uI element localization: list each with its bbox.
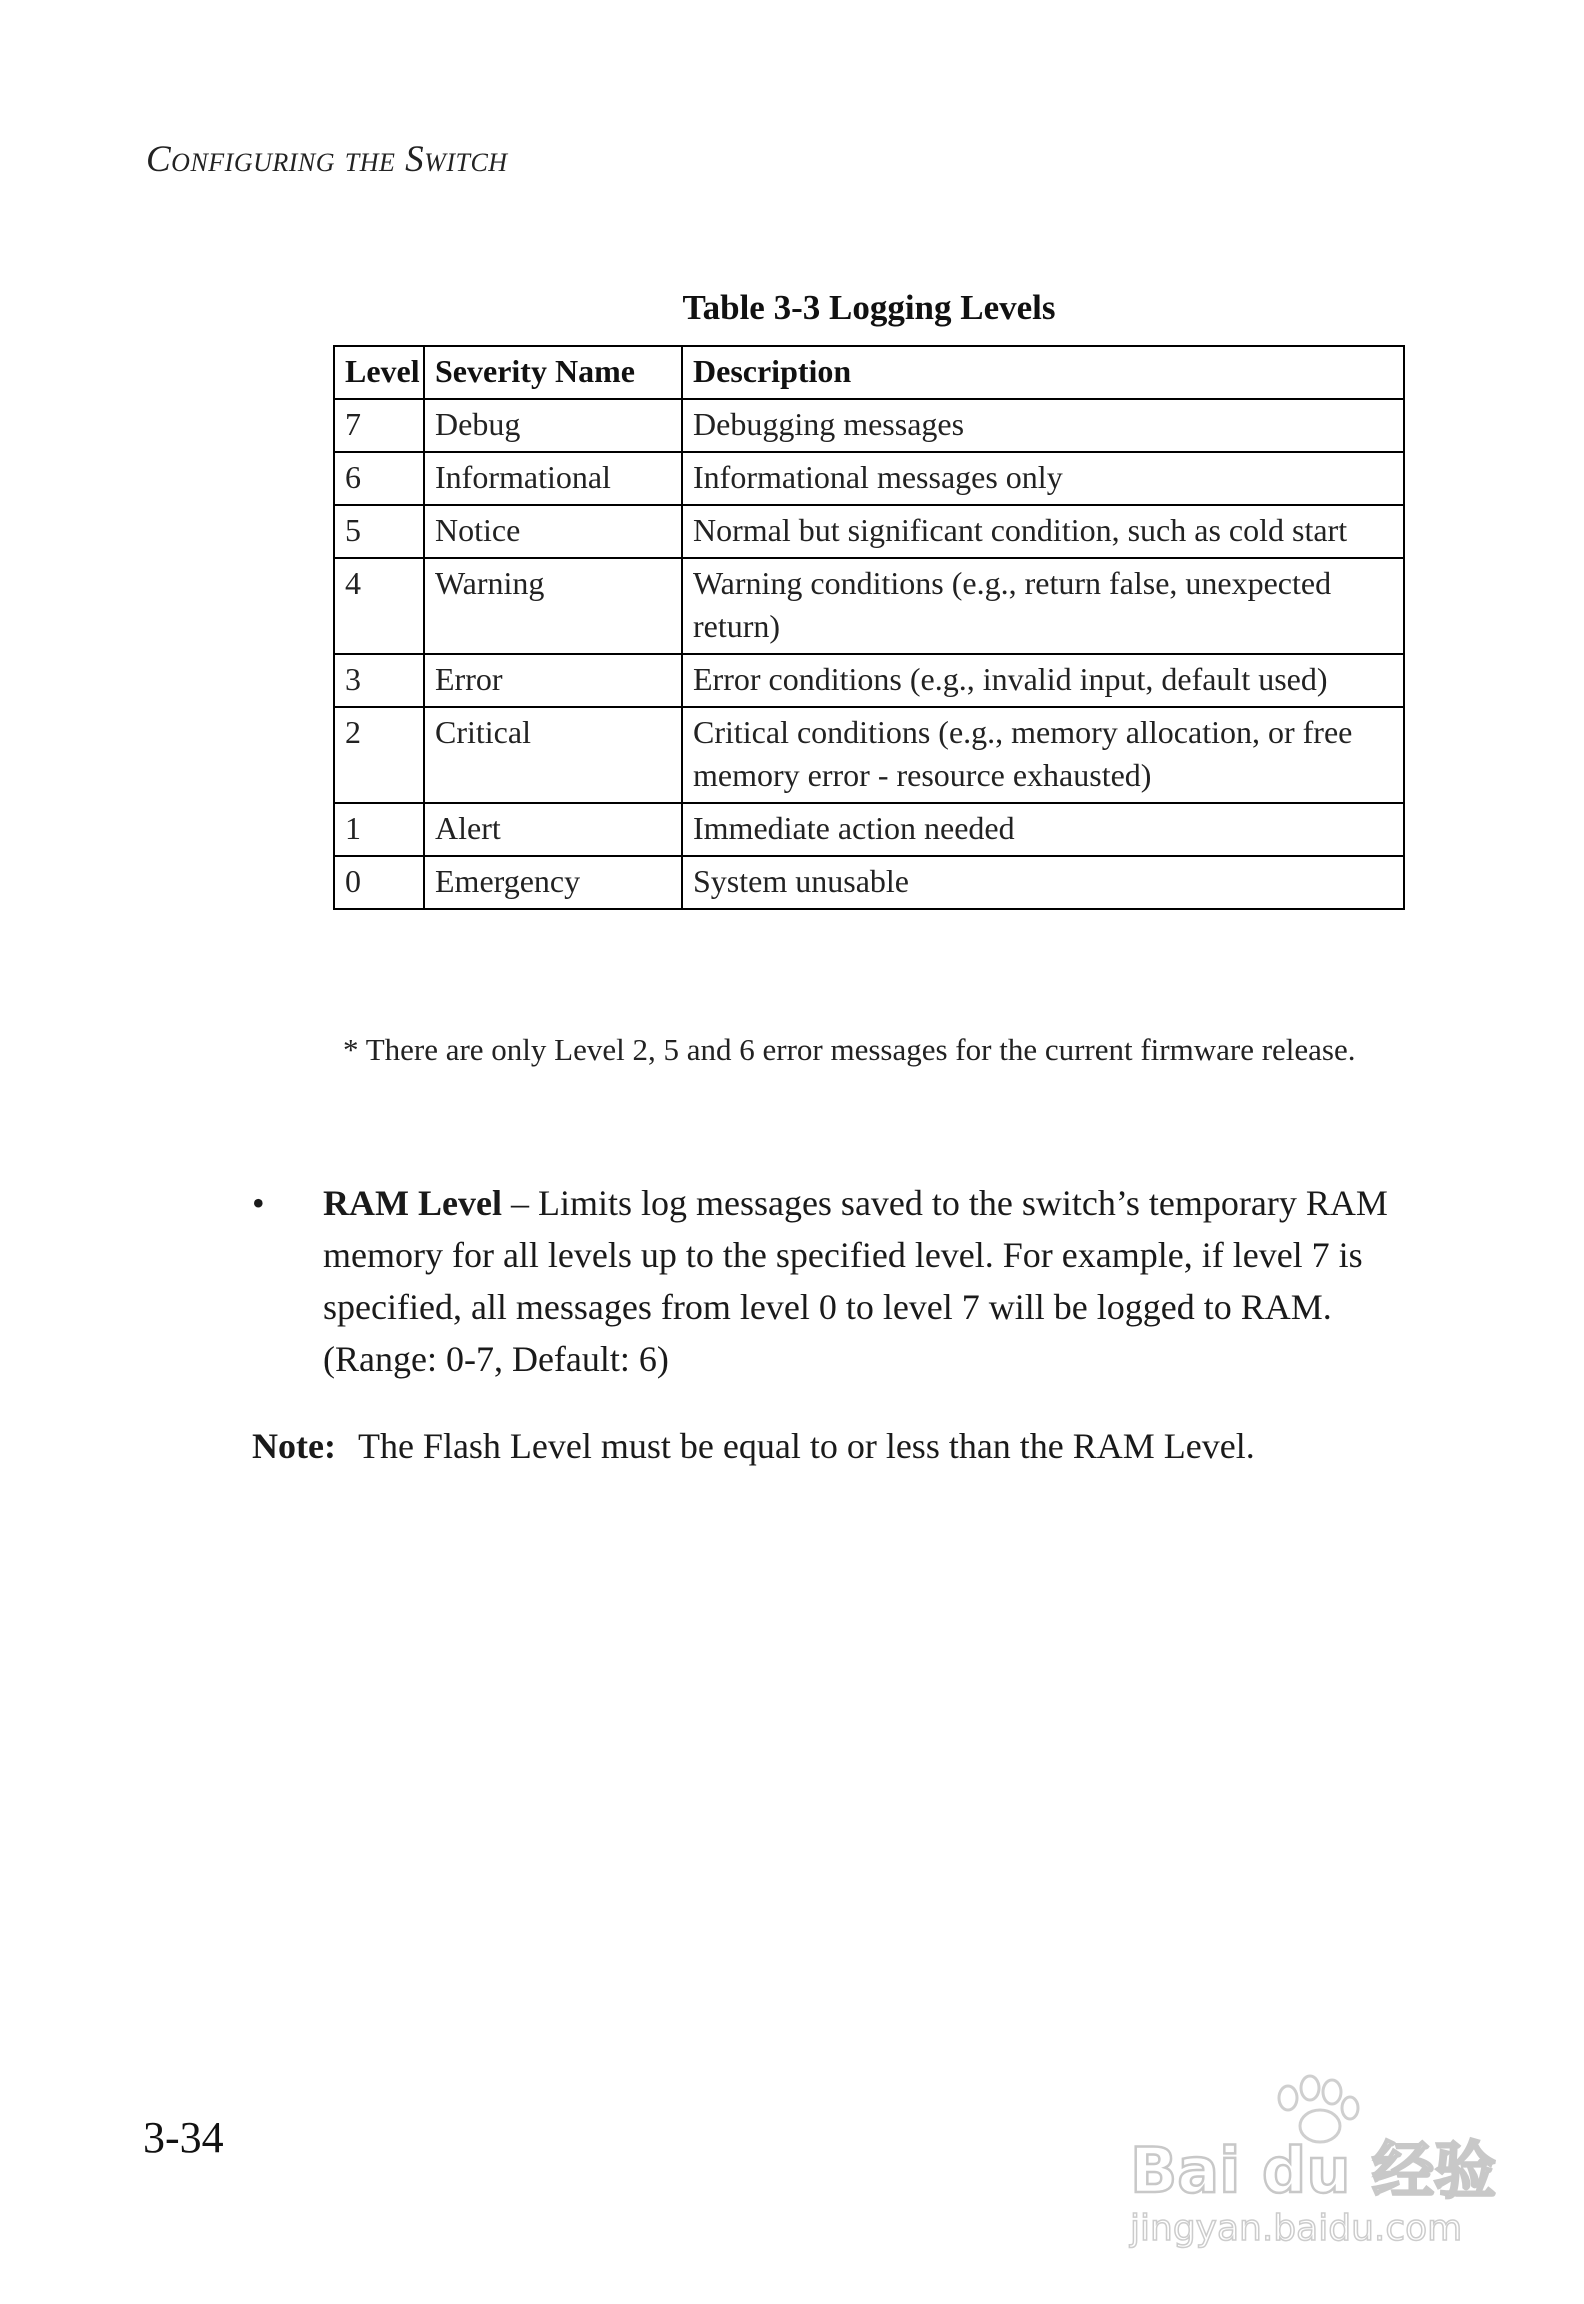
column-header-level: Level [334, 346, 424, 399]
description-cell: Informational messages only [682, 452, 1404, 505]
level-cell: 5 [334, 505, 424, 558]
severity-cell: Informational [424, 452, 682, 505]
level-cell: 2 [334, 707, 424, 803]
bullet-symbol: • [252, 1183, 265, 1223]
note-label: Note: [252, 1426, 336, 1466]
table-row [334, 505, 1404, 558]
level-cell: 6 [334, 452, 424, 505]
severity-cell: Notice [424, 505, 682, 558]
watermark-url: jingyan.baidu.com [1130, 2208, 1463, 2249]
bullet-paragraph [323, 1177, 1413, 1385]
level-cell: 3 [334, 654, 424, 707]
description-cell: Immediate action needed [682, 803, 1404, 856]
table-row [334, 452, 1404, 505]
severity-cell: Critical [424, 707, 682, 803]
note-text: The Flash Level must be equal to or less than the RAM Level. [357, 1426, 1255, 1466]
table-row [334, 558, 1404, 654]
table-row [334, 803, 1404, 856]
description-cell: Error conditions (e.g., invalid input, default used) [682, 654, 1404, 707]
severity-cell: Error [424, 654, 682, 707]
table-header-row [334, 346, 1404, 399]
level-cell: 1 [334, 803, 424, 856]
column-header-severity: Severity Name [424, 346, 682, 399]
description-cell: Critical conditions (e.g., memory allocation, or free memory error - resource exhausted) [682, 707, 1404, 803]
level-cell: 0 [334, 856, 424, 909]
description-cell: Warning conditions (e.g., return false, unexpected return) [682, 558, 1404, 654]
column-header-description: Description [682, 346, 1404, 399]
running-head: Configuring the Switch [146, 139, 508, 180]
severity-cell: Debug [424, 399, 682, 452]
watermark-brand: Bai du 经验 [1130, 2134, 1497, 2207]
bullet-term: RAM Level [323, 1183, 502, 1223]
description-cell: System unusable [682, 856, 1404, 909]
paw-icon [1279, 2076, 1358, 2142]
page-number: 3-34 [143, 2113, 224, 2162]
severity-cell: Alert [424, 803, 682, 856]
description-cell: Normal but significant condition, such as cold start [682, 505, 1404, 558]
baidu-jingyan-watermark [1120, 2070, 1500, 2250]
bullet-description: – Limits log messages saved to the switch’s temporary RAM memory for all levels up to the specified level. For example, if level 7 is specified, all messages from level 0 to level 7 will be logged to RAM. (Range: 0-7, Default: 6) [323, 1183, 1388, 1379]
logging-levels-table [333, 345, 1405, 910]
description-cell: Debugging messages [682, 399, 1404, 452]
severity-cell: Emergency [424, 856, 682, 909]
severity-cell: Warning [424, 558, 682, 654]
level-cell: 4 [334, 558, 424, 654]
table-row [334, 707, 1404, 803]
table-row [334, 856, 1404, 909]
note [252, 1420, 1255, 1472]
table-row [334, 654, 1404, 707]
table-footnote: * There are only Level 2, 5 and 6 error messages for the current firmware release. [343, 1032, 1356, 1067]
table-caption: Table 3-3 Logging Levels [682, 288, 1056, 327]
level-cell: 7 [334, 399, 424, 452]
table-row [334, 399, 1404, 452]
